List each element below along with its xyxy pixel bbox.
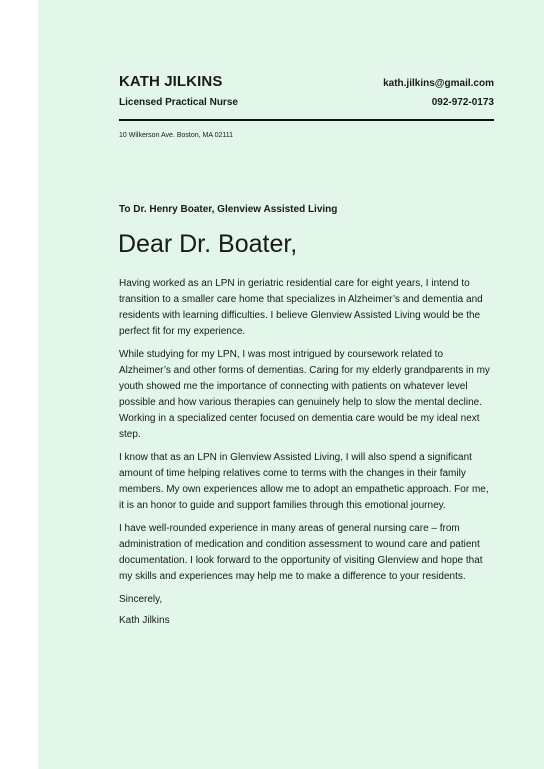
body-paragraph: While studying for my LPN, I was most intrigued by coursework related to Alzheimer’s and other forms of dementias. Caring for my elderly grandparents in my youth showed me the importance of connecting with patients on whatever level possible and how various therapies can genuinely help to slow the mental decline. Working in a specialized center focused on dementia care would be my ideal next step. — [119, 349, 490, 440]
sender-phone: 092-972-0173 — [431, 97, 494, 108]
body-paragraph: Having worked as an LPN in geriatric residential care for eight years, I intend to transition to a smaller care home that specializes in Alzheimer’s and dementia and residents with learning difficulties. I believe Glenview Assisted Living would be the perfect fit for my experience. — [119, 278, 483, 337]
sender-name: KATH JILKINS — [119, 73, 223, 90]
left-margin-strip — [0, 0, 38, 769]
sender-address: 10 Wilkerson Ave. Boston, MA 02111 — [119, 132, 234, 139]
body-paragraph: I have well-rounded experience in many areas of general nursing care – from administration of medication and condition assessment to wound care and patient documentation. I look forward to the opportunity of visiting Glenview and hope that my skills and experiences may help me to make a difference to your residents. — [119, 523, 483, 582]
recipient-line: To Dr. Henry Boater, Glenview Assisted Living — [119, 204, 338, 215]
body-paragraph: I know that as an LPN in Glenview Assisted Living, I will also spend a significant amount of time helping relatives come to terms with the changes in their family members. My own experiences allow me to adopt an empathetic approach. For me, it is an honor to guide and support families through this emotional journey. — [119, 452, 489, 511]
signature: Kath Jilkins — [119, 615, 170, 626]
closing: Sincerely, — [119, 594, 163, 605]
header-divider — [119, 119, 494, 121]
salutation: Dear Dr. Boater, — [118, 230, 298, 258]
sender-title: Licensed Practical Nurse — [119, 97, 238, 108]
sender-email: kath.jilkins@gmail.com — [383, 78, 494, 89]
letter-body — [119, 276, 496, 629]
